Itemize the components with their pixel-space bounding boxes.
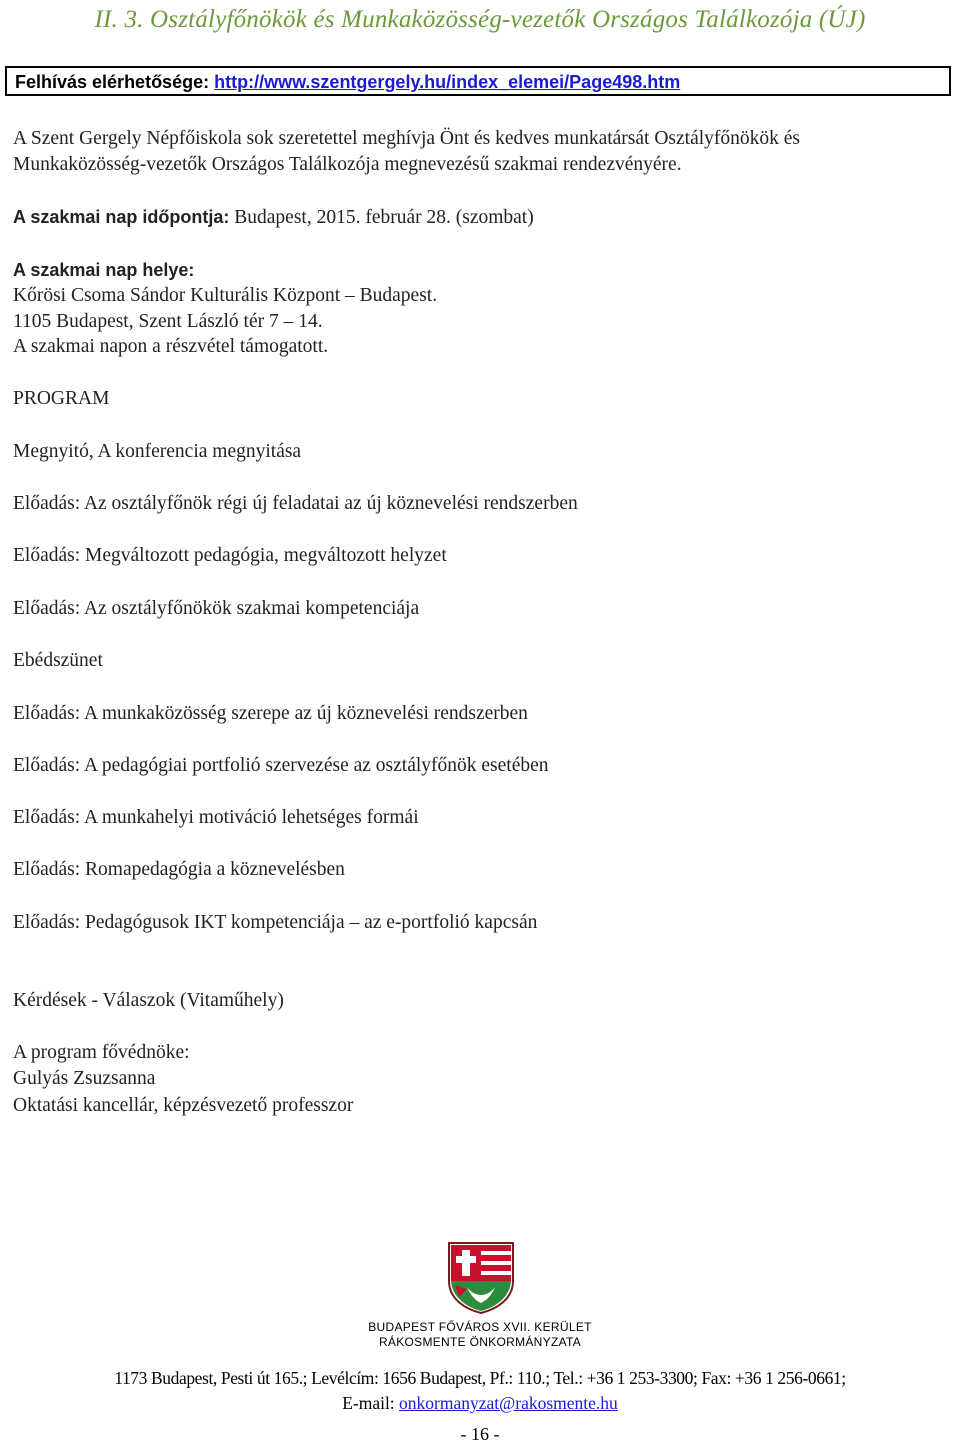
- date-value: Budapest, 2015. február 28. (szombat): [234, 207, 534, 228]
- venue-address: 1105 Budapest, Szent László tér 7 – 14.: [13, 311, 323, 332]
- program-qa: Kérdések - Válaszok (Vitaműhely): [13, 990, 284, 1011]
- footer-email-link[interactable]: onkormanyzat@rakosmente.hu: [399, 1393, 618, 1413]
- venue-name: Kőrösi Csoma Sándor Kulturális Központ – Budapest.: [13, 285, 438, 306]
- page-title: II. 3. Osztályfőnökök és Munkaközösség-vezetők Országos Találkozója (ÚJ): [94, 6, 866, 33]
- program-item: Előadás: Az osztályfőnökök szakmai kompetenciája: [13, 598, 420, 619]
- date-label: A szakmai nap időpontja:: [13, 207, 230, 227]
- patron-title: Oktatási kancellár, képzésvezető professzor: [13, 1095, 354, 1116]
- program-item: Megnyitó, A konferencia megnyitása: [13, 441, 302, 462]
- program-item: Előadás: A pedagógiai portfolió szervezése az osztályfőnök esetében: [13, 755, 549, 776]
- footer-org-line-2: RÁKOSMENTE ÖNKORMÁNYZATA: [378, 1335, 582, 1349]
- venue-note: A szakmai napon a részvétel támogatott.: [13, 336, 329, 357]
- program-heading: PROGRAM: [13, 388, 110, 409]
- venue-label: A szakmai nap helye:: [13, 260, 195, 280]
- program-item: Előadás: Romapedagógia a köznevelésben: [13, 859, 345, 880]
- patron-label: A program fővédnöke:: [13, 1042, 190, 1063]
- call-label: Felhívás elérhetősége:: [15, 72, 210, 92]
- date-line: [13, 204, 534, 231]
- footer-email-label: E-mail:: [342, 1393, 395, 1413]
- program-item: Előadás: Megváltozott pedagógia, megváltozott helyzet: [13, 545, 447, 566]
- call-link-box: [5, 66, 951, 96]
- page-number: - 16 -: [460, 1424, 500, 1444]
- program-item: Előadás: A munkahelyi motiváció lehetséges formái: [13, 807, 419, 828]
- coat-of-arms-icon: [447, 1241, 515, 1315]
- footer-email-line: [0, 1392, 960, 1414]
- footer-address: 1173 Budapest, Pesti út 165.; Levélcím: 1656 Budapest, Pf.: 110.; Tel.: +36 1 253-3300; Fax: +36 1 256-0661;: [114, 1368, 846, 1388]
- program-item: Ebédszünet: [13, 650, 103, 671]
- patron-name: Gulyás Zsuzsanna: [13, 1068, 156, 1089]
- program-item: Előadás: Az osztályfőnök régi új feladatai az új köznevelési rendszerben: [13, 493, 578, 514]
- call-url-link[interactable]: http://www.szentgergely.hu/index_elemei/Page498.htm: [214, 72, 681, 92]
- program-item: Előadás: Pedagógusok IKT kompetenciája – az e-portfolió kapcsán: [13, 912, 538, 933]
- program-item: Előadás: A munkaközösség szerepe az új köznevelési rendszerben: [13, 703, 528, 724]
- intro-line-1: A Szent Gergely Népfőiskola sok szeretettel meghívja Önt és kedves munkatársát Osztályfőnökök és: [13, 128, 801, 149]
- intro-line-2: Munkaközösség-vezetők Országos Találkozója megnevezésű szakmai rendezvényére.: [13, 154, 682, 175]
- footer-org-line-1: BUDAPEST FŐVÁROS XVII. KERÜLET: [368, 1320, 592, 1334]
